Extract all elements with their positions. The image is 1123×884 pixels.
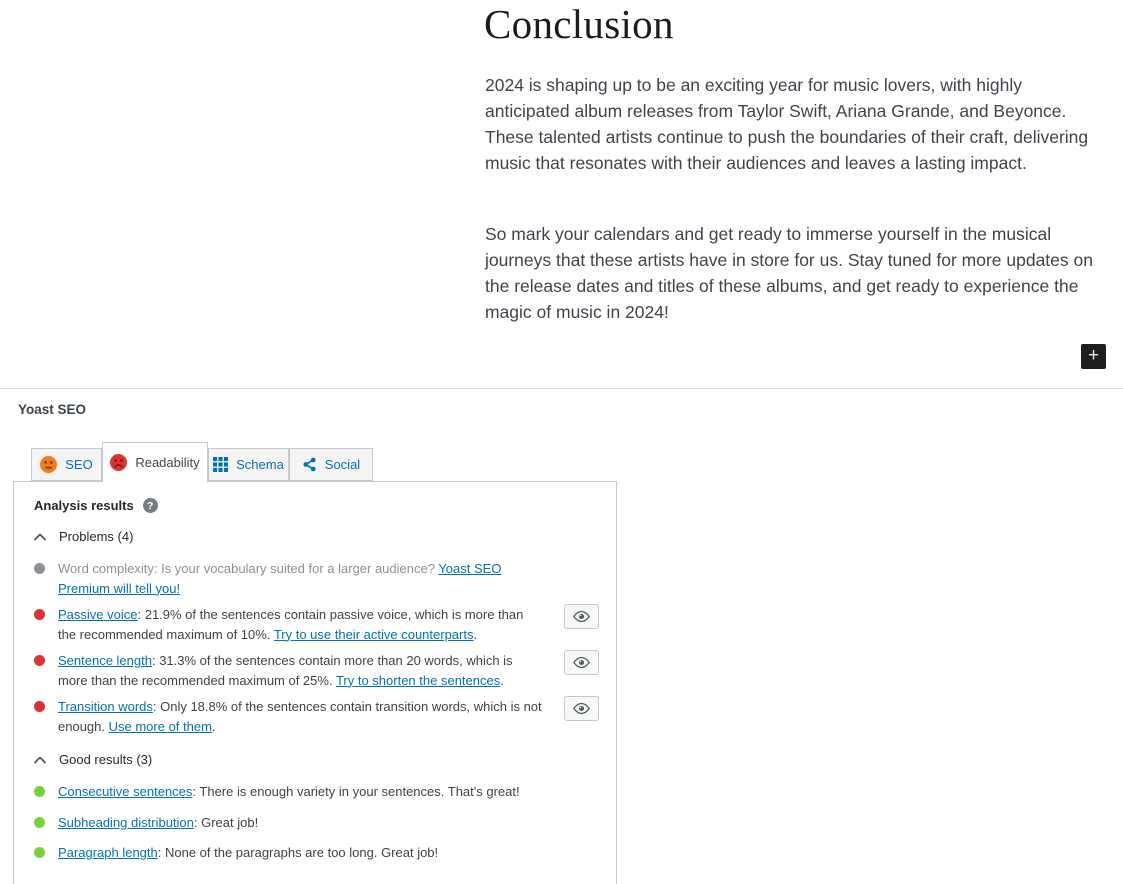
chevron-up-icon — [34, 533, 46, 541]
analysis-link[interactable]: Paragraph length — [58, 845, 158, 860]
analysis-item — [34, 782, 599, 802]
social-share-icon — [302, 457, 317, 472]
eye-icon — [573, 656, 590, 669]
analysis-item — [34, 605, 599, 644]
analysis-item — [34, 651, 599, 690]
analysis-results-header — [34, 498, 599, 513]
section-toggle-problems[interactable] — [34, 529, 599, 544]
analysis-link[interactable]: Transition words — [58, 699, 153, 714]
analysis-link[interactable]: Subheading distribution — [58, 814, 194, 830]
analysis-item — [34, 813, 599, 833]
tab-readability[interactable] — [102, 442, 208, 482]
analysis-item-text: Word complexity: Is your vocabulary suited for a larger audience? Yoast SEO Premium will tell you! — [58, 561, 502, 596]
chevron-up-icon — [34, 756, 46, 764]
analysis-item-text: Paragraph length: None of the paragraphs are too long. Great job! — [58, 845, 439, 860]
analysis-results-title: Analysis results — [34, 498, 134, 513]
status-bullet — [34, 847, 45, 858]
tab-label: SEO — [65, 457, 93, 472]
eye-toggle-button[interactable] — [564, 604, 599, 629]
status-bullet — [34, 701, 45, 712]
status-bullet — [34, 786, 45, 797]
analysis-link[interactable]: Sentence length — [58, 653, 152, 668]
readability-panel — [13, 481, 617, 884]
tab-label: Schema — [236, 457, 284, 472]
block-inserter-button[interactable]: + — [1081, 344, 1106, 369]
tab-label: Social — [324, 457, 361, 472]
analysis-item — [34, 559, 599, 598]
analysis-link[interactable]: Yoast SEO Premium will tell you! — [58, 561, 502, 596]
analysis-item-text: Transition words: Only 18.8% of the sentences contain transition words, which is not enough. Use more of them. — [58, 699, 542, 734]
status-bullet — [34, 609, 45, 620]
metabox-title: Yoast SEO — [18, 402, 87, 417]
section-toggle-good-results[interactable] — [34, 752, 599, 767]
eye-icon — [573, 610, 590, 623]
analysis-item — [34, 843, 599, 863]
help-icon[interactable]: ? — [143, 498, 158, 513]
tab-social[interactable] — [289, 448, 373, 481]
yoast-seo-metabox — [0, 389, 1123, 884]
analysis-link[interactable]: Passive voice — [58, 607, 138, 622]
post-heading-conclusion[interactable]: Conclusion — [484, 1, 674, 47]
tab-schema[interactable] — [208, 448, 289, 481]
analysis-link[interactable]: Consecutive sentences — [58, 784, 193, 799]
analysis-link[interactable]: Use more of them — [108, 718, 212, 734]
analysis-sections — [34, 529, 599, 863]
readability-score-icon — [110, 454, 127, 471]
eye-toggle-button[interactable] — [564, 696, 599, 721]
seo-score-icon — [40, 456, 57, 473]
tab-seo[interactable] — [31, 448, 102, 481]
section-label: Problems (4) — [59, 529, 134, 544]
analysis-link[interactable]: Try to shorten the sentences — [335, 672, 501, 688]
tab-label: Readability — [135, 455, 200, 470]
eye-icon — [573, 702, 590, 715]
status-bullet — [34, 655, 45, 666]
status-bullet — [34, 563, 45, 574]
section-label: Good results (3) — [59, 752, 153, 767]
eye-toggle-button[interactable] — [564, 650, 599, 675]
analysis-link[interactable]: Try to use their active counterparts — [273, 626, 474, 642]
analysis-item — [34, 697, 599, 736]
analysis-item-text: Subheading distribution: Great job! — [58, 814, 259, 830]
post-paragraph[interactable]: 2024 is shaping up to be an exciting year for music lovers, with highly anticipated album releases from Taylor Swift, Ariana Grande, and Beyonce. These talented artists continue to push the boundaries of their craft, delivering music that resonates with their audiences and leaves a lasting impact. — [485, 75, 1089, 173]
analysis-item-text: Consecutive sentences: There is enough variety in your sentences. That's great! — [58, 784, 520, 799]
schema-grid-icon — [213, 457, 228, 472]
status-bullet — [34, 817, 45, 828]
analysis-item-text: Sentence length: 31.3% of the sentences contain more than 20 words, which is more than the recommended maximum of 25%. Try to shorten the sentences. — [58, 653, 513, 688]
analysis-item-text: Passive voice: 21.9% of the sentences contain passive voice, which is more than the recommended maximum of 10%. Try to use their active counterparts. — [58, 607, 524, 642]
post-paragraph[interactable]: So mark your calendars and get ready to immerse yourself in the musical journeys that these artists have in store for us. Stay tuned for more updates on the release dates and titles of these albums, and get ready to experience the magic of music in 2024! — [485, 224, 1093, 322]
